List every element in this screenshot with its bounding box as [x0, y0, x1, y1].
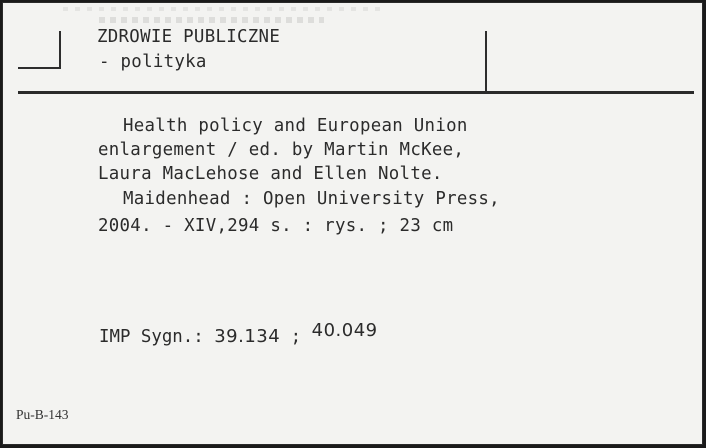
imprint-line-1: Maidenhead : Open University Press, [123, 189, 500, 209]
catalog-card [2, 2, 703, 445]
imprint-line-2: 2004. - XIV,294 s. : rys. ; 23 cm [98, 216, 454, 236]
shelfmark-number-1: 39.134 [214, 326, 281, 347]
heading-rule [18, 91, 694, 94]
subject-subdivision: - polityka [99, 52, 207, 72]
corner-horizontal-line [18, 67, 61, 69]
shelfmark-separator: ; [290, 327, 302, 347]
card-code-stamp: Pu-B-143 [16, 407, 69, 422]
title-line-1: Health policy and European Union [123, 116, 468, 136]
title-line-2: enlargement / ed. by Martin McKee, [98, 140, 465, 160]
subject-heading: ZDROWIE PUBLICZNE [97, 27, 281, 47]
shelfmark-number-2: 40.049 [311, 320, 378, 341]
erased-heading-marks [99, 17, 324, 23]
heading-box-divider [485, 31, 487, 91]
shelfmark [99, 320, 378, 347]
corner-vertical-line [59, 31, 61, 69]
bleed-through-marks [63, 7, 383, 11]
title-line-3: Laura MacLehose and Ellen Nolte. [98, 164, 443, 184]
shelfmark-label: IMP Sygn.: [99, 327, 204, 347]
